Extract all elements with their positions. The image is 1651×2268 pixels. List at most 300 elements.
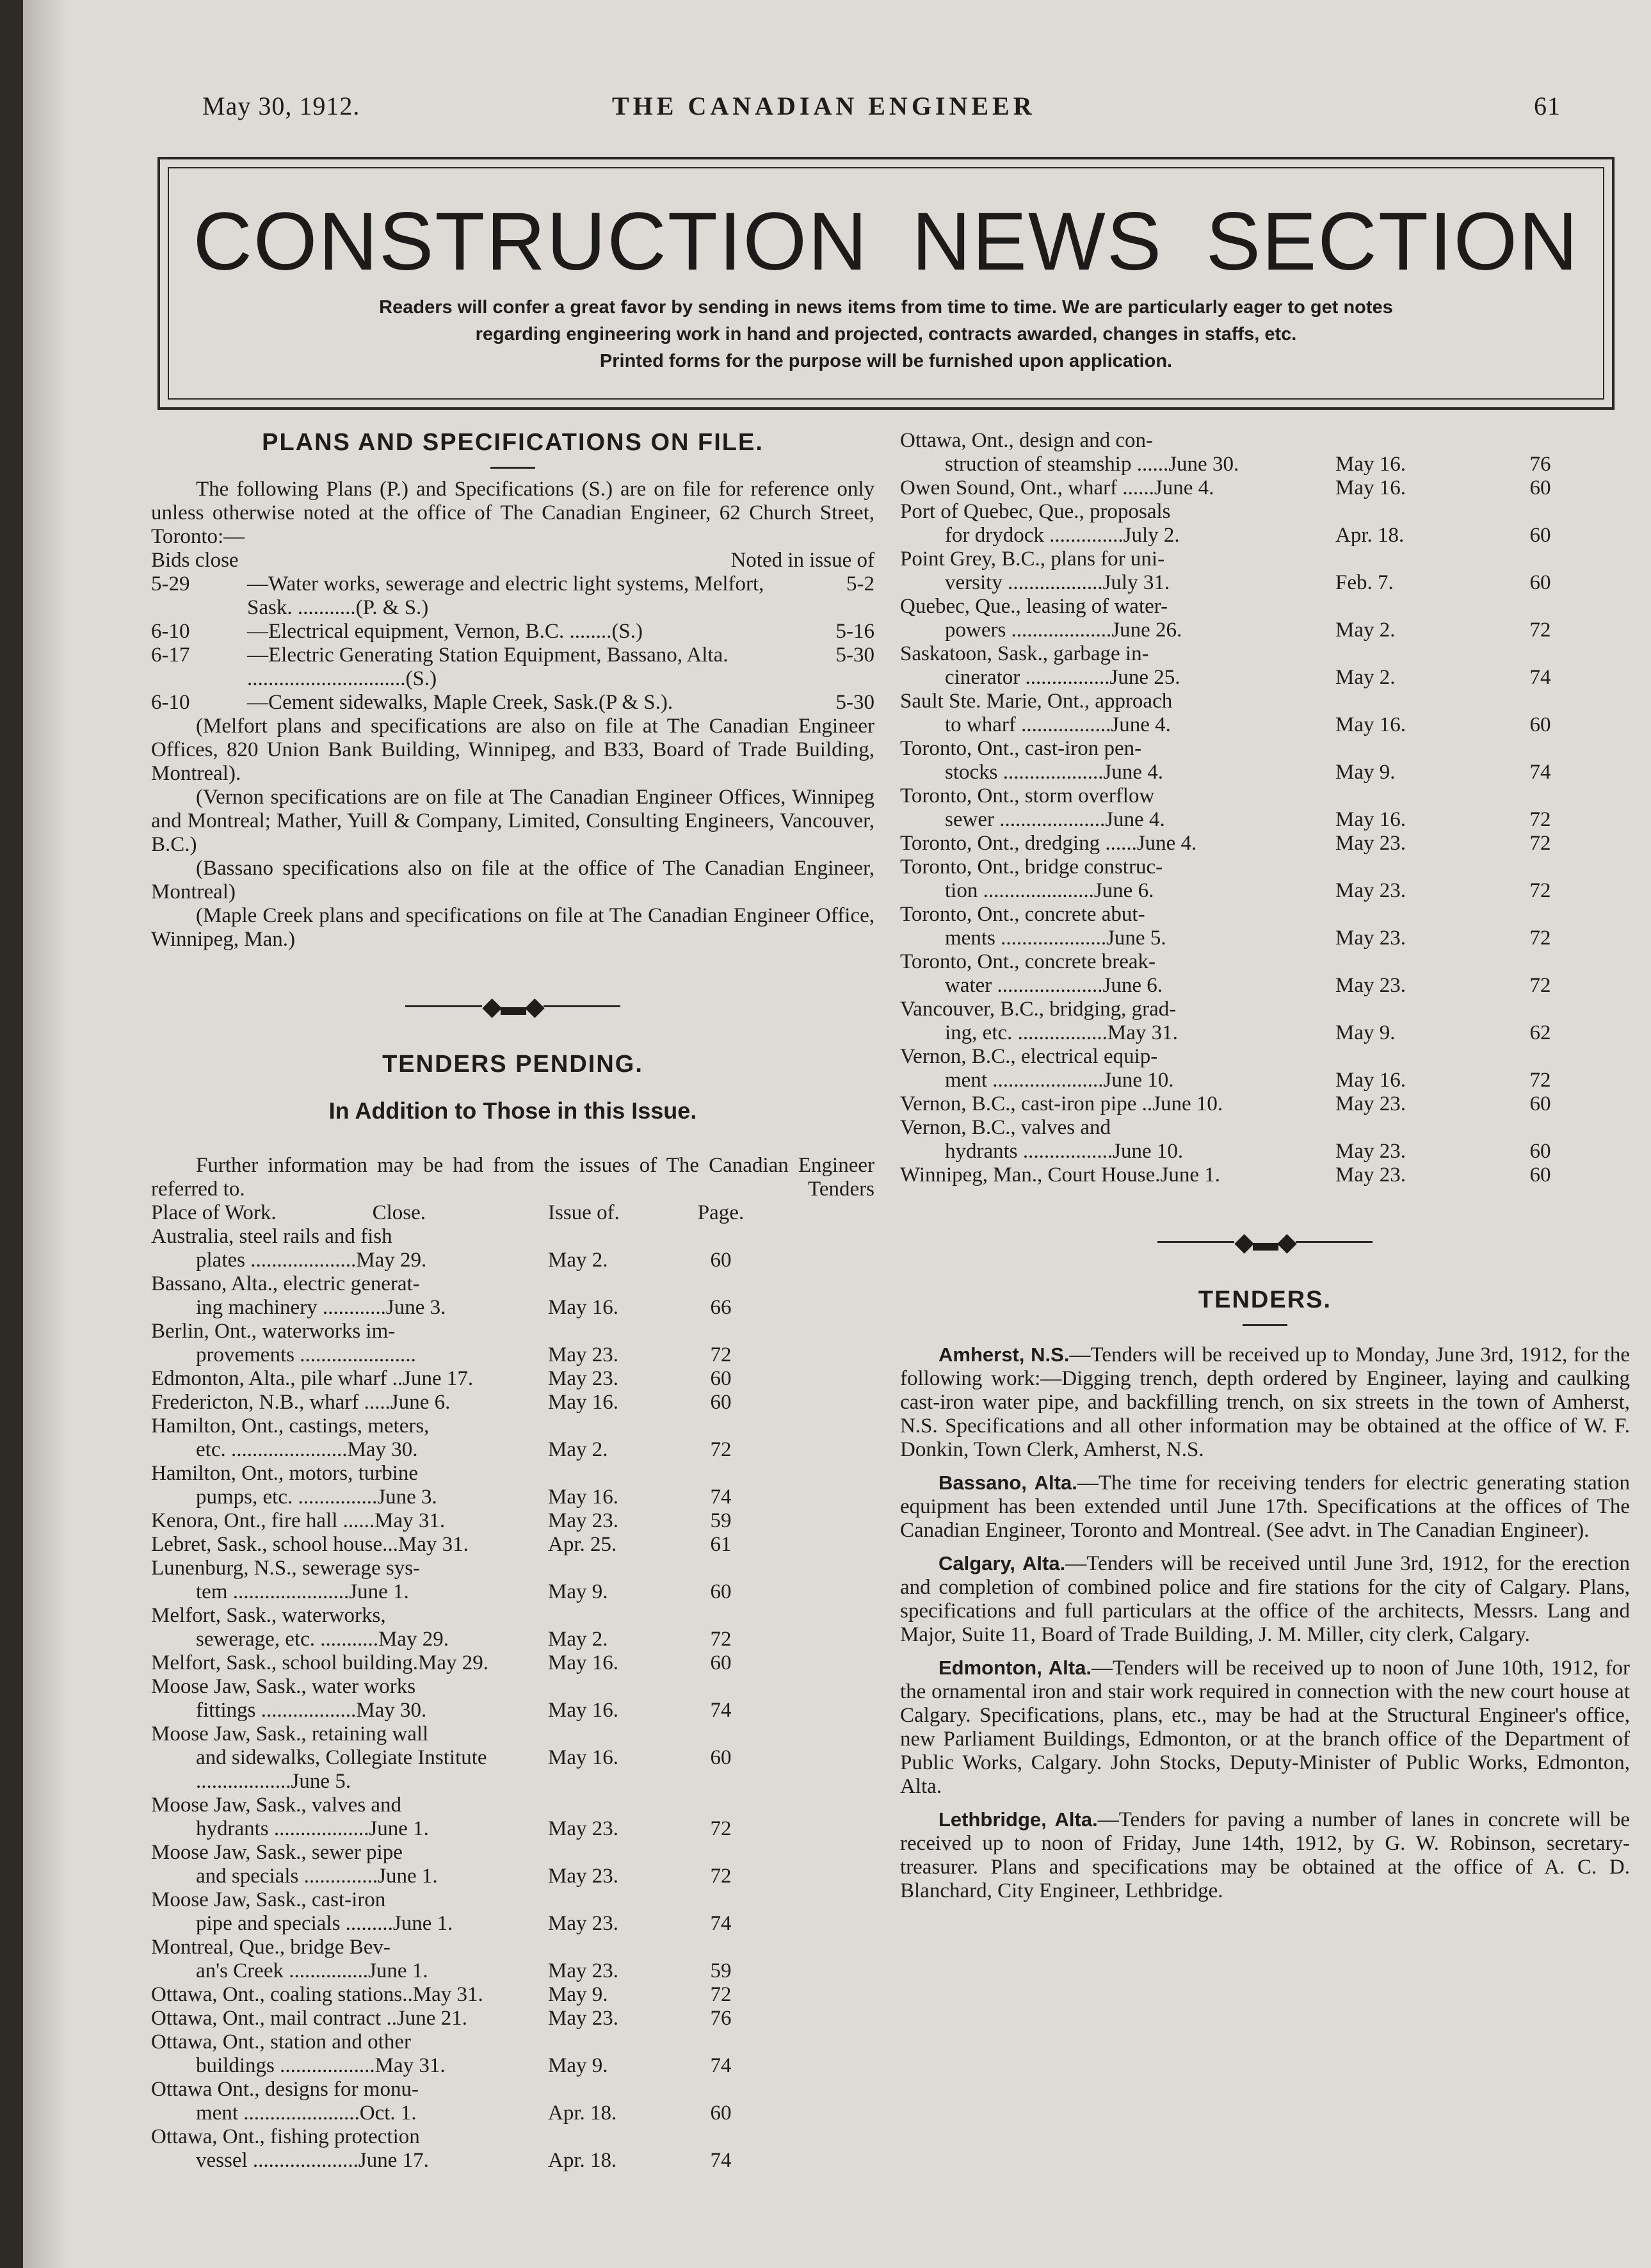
tenders-list: [900, 1343, 1630, 1903]
tender-notice-place: Calgary, Alta.: [938, 1552, 1066, 1575]
tender-place-continued: etc. ......................May 30.: [196, 1438, 418, 1462]
tender-page: 72: [1529, 974, 1551, 997]
tender-place: [900, 855, 1297, 903]
tender-page: 72: [1529, 879, 1551, 902]
banner-notice: [211, 294, 1561, 375]
plans-row: [151, 572, 874, 620]
tender-page: 60: [1529, 524, 1551, 547]
tender-pending-row: [151, 1391, 759, 1414]
left-column: [151, 429, 874, 2173]
tender-place: [151, 1722, 529, 1794]
tender-place: [900, 547, 1297, 595]
tenders-pending-heading: TENDERS PENDING.: [382, 1051, 643, 1078]
tender-place-continued: buildings ..................May 31.: [196, 2054, 446, 2078]
tender-page: 59: [710, 1959, 732, 1983]
tender-place-text: Toronto, Ont., concrete break-: [900, 950, 1156, 973]
journal-title: THE CANADIAN ENGINEER: [612, 92, 1036, 120]
tender-notice-place: Lethbridge, Alta.: [938, 1808, 1098, 1831]
plans-intro: The following Plans (P.) and Specifications (S.) are on file for reference only unless otherwise noted at the office of The Canadian Engineer, 62 Church Street, Toronto:—: [151, 478, 874, 548]
plans-issue: 5-30: [835, 644, 874, 667]
tender-place-text: Berlin, Ont., waterworks im-: [151, 1320, 396, 1343]
plans-note: (Bassano specifications also on file at the office of The Canadian Engineer, Montreal): [151, 857, 874, 903]
noted-in-issue-header: Noted in issue of: [730, 549, 874, 572]
plans-bid-date: 6-17: [151, 644, 190, 667]
tender-place-continued: tem ......................June 1.: [196, 1580, 409, 1604]
tender-page: 60: [710, 1651, 732, 1675]
tender-place: [900, 642, 1297, 690]
tenders-close-header-2: Close.: [372, 1201, 426, 1225]
place-of-work-header: Place of Work.: [151, 1201, 277, 1225]
tender-page: 72: [1529, 619, 1551, 642]
tender-place: [900, 429, 1297, 476]
tender-issue: May 16.: [1335, 453, 1406, 476]
tender-issue: May 23.: [548, 1367, 618, 1391]
tender-place-continued: cinerator ................June 25.: [945, 666, 1180, 689]
tender-place-text: Lebret, Sask., school house...May 31.: [151, 1533, 469, 1557]
tender-issue: Feb. 7.: [1335, 571, 1394, 594]
tender-issue: May 9.: [548, 1983, 608, 2007]
tender-page: 60: [1529, 1140, 1551, 1163]
tender-place-text: Moose Jaw, Sask., cast-iron: [151, 1888, 386, 1912]
tender-issue: May 23.: [548, 1817, 618, 1841]
plans-bid-date: 6-10: [151, 691, 190, 714]
tender-place-continued: sewer ....................June 4.: [945, 808, 1165, 831]
tender-place: [151, 1604, 529, 1651]
tender-notice: [900, 1551, 1630, 1647]
tender-place: [900, 476, 1297, 500]
tender-place-continued: ing, etc. .................May 31.: [945, 1021, 1178, 1044]
plans-row: [151, 691, 874, 715]
tender-place: [151, 1367, 529, 1391]
tender-pending-row: [151, 1604, 759, 1651]
section-banner: [157, 157, 1615, 410]
tender-issue: May 23.: [1335, 974, 1406, 997]
tender-page: 62: [1529, 1021, 1551, 1044]
tender-page: 76: [710, 2007, 732, 2030]
tender-pending-row: [151, 1320, 759, 1367]
right-column: [900, 429, 1630, 1912]
tender-place-continued: stocks ...................June 4.: [945, 761, 1163, 784]
tender-place-continued: for drydock ..............July 2.: [945, 524, 1180, 547]
tender-place: [151, 1414, 529, 1462]
tender-place: [900, 784, 1297, 832]
plans-issue: 5-16: [835, 620, 874, 643]
tender-place-text: Ottawa, Ont., design and con-: [900, 429, 1153, 452]
tender-place-text: Vernon, B.C., cast-iron pipe ..June 10.: [900, 1092, 1223, 1115]
tenders-pending-subheading: In Addition to Those in this Issue.: [328, 1098, 697, 1124]
plans-row: [151, 644, 874, 691]
tender-pending-row: [900, 500, 1585, 547]
tender-notice-text: —Tenders will be received until June 3rd, 1912, for the erection and completion of combined police and fire stations for the city of Calgary. Plans, specifications and full particulars at the office of the architects, Messrs. Lang and Major, Suite 11, Board of Trade Building, J. M. Miller, city clerk, Calgary.: [900, 1552, 1630, 1647]
tender-place-text: Hamilton, Ont., motors, turbine: [151, 1462, 419, 1486]
tender-place: [900, 737, 1297, 784]
tender-place-continued: and specials ..............June 1.: [196, 1865, 438, 1888]
tender-place: [151, 1841, 529, 1888]
tender-page: 72: [710, 1865, 732, 1888]
tender-issue: May 16.: [1335, 713, 1406, 736]
tender-notice-place: Bassano, Alta.: [938, 1471, 1077, 1494]
tender-page: 60: [1529, 476, 1551, 499]
tender-place: [151, 2030, 529, 2078]
tender-pending-row: [900, 547, 1585, 595]
plans-notes: [151, 715, 874, 952]
tender-place-text: Lunenburg, N.S., sewerage sys-: [151, 1557, 421, 1580]
tender-place-continued: provements ......................: [196, 1343, 416, 1367]
tender-place: [900, 1045, 1297, 1092]
tender-place-continued: tion .....................June 6.: [945, 879, 1154, 902]
tender-place: [151, 1462, 529, 1509]
tender-issue: May 23.: [1335, 1163, 1406, 1187]
tender-issue: May 23.: [1335, 927, 1406, 950]
banner-notice-line: Printed forms for the purpose will be furnished upon application.: [599, 351, 1173, 371]
tender-place-continued: vessel ....................June 17.: [196, 2149, 429, 2173]
tender-place-continued: to wharf .................June 4.: [945, 713, 1171, 736]
tender-place-text: Ottawa, Ont., station and other: [151, 2030, 411, 2054]
tender-place: [151, 2078, 529, 2125]
tender-pending-row: [900, 476, 1585, 500]
tender-page: 61: [710, 1533, 732, 1557]
tender-issue: May 16.: [548, 1651, 618, 1675]
tender-place-text: Ottawa, Ont., mail contract ..June 21.: [151, 2007, 467, 2030]
tender-issue: May 16.: [548, 1391, 618, 1414]
tender-place-text: Toronto, Ont., storm overflow: [900, 784, 1155, 807]
tender-place-text: Kenora, Ont., fire hall ......May 31.: [151, 1509, 446, 1533]
tender-pending-row: [900, 595, 1585, 642]
plans-description: —Electrical equipment, Vernon, B.C. ........(S.): [247, 620, 643, 643]
tender-issue: May 23.: [548, 1865, 618, 1888]
tender-place-text: Vancouver, B.C., bridging, grad-: [900, 998, 1177, 1021]
tender-place-continued: powers ...................June 26.: [945, 619, 1182, 642]
tender-issue: May 9.: [548, 2054, 608, 2078]
tender-pending-row: [151, 1841, 759, 1888]
plans-description: —Water works, sewerage and electric light systems, Melfort, Sask. ...........(P. & S.): [247, 572, 764, 619]
tender-place: [900, 998, 1297, 1045]
tender-issue: May 16.: [548, 1296, 618, 1320]
tender-page: 60: [710, 1367, 732, 1391]
tender-notice-text: —The time for receiving tenders for electric generating station equipment has been extended until June 17th. Specifications at the offices of The Canadian Engineer, Toronto and Montreal. (See advt. in The Canadian Engineer).: [900, 1471, 1630, 1543]
tender-place-text: Point Grey, B.C., plans for uni-: [900, 547, 1165, 571]
tender-place: [151, 2125, 529, 2173]
tender-notice-place: Edmonton, Alta.: [938, 1656, 1091, 1680]
tender-pending-row: [151, 2030, 759, 2078]
tender-place: [900, 1116, 1297, 1163]
banner-notice-line: regarding engineering work in hand and projected, contracts awarded, changes in staffs, etc.: [475, 324, 1297, 344]
tender-place-continued: hydrants ..................June 1.: [196, 1817, 429, 1841]
tender-notice: [900, 1471, 1630, 1543]
heading-rule: [490, 467, 535, 469]
section-title: CONSTRUCTION NEWS SECTION: [193, 196, 1579, 288]
tender-place: [900, 595, 1297, 642]
tender-place: [151, 2007, 529, 2030]
tender-pending-row: [900, 690, 1585, 737]
tender-place: [151, 1320, 529, 1367]
tender-place-continued: plates ....................May 29.: [196, 1249, 427, 1272]
tender-notice: [900, 1343, 1630, 1462]
tender-place-continued: an's Creek ...............June 1.: [196, 1959, 428, 1983]
plans-issue: 5-30: [835, 691, 874, 714]
tender-place-continued: hydrants .................June 10.: [945, 1140, 1184, 1163]
tender-pending-row: [151, 1651, 759, 1675]
tender-issue: May 23.: [548, 1912, 618, 1936]
tender-page: 60: [710, 1391, 732, 1414]
tender-place: [151, 1557, 529, 1604]
tender-pending-row: [900, 1116, 1585, 1163]
tender-place: [151, 1675, 529, 1722]
page-number: 61: [1534, 92, 1561, 120]
tender-place: [900, 903, 1297, 950]
tender-pending-row: [151, 1414, 759, 1462]
tender-pending-row: [900, 429, 1585, 476]
plans-note: (Maple Creek plans and specifications on file at The Canadian Engineer Office, Winnipeg, Man.): [151, 904, 874, 951]
tender-issue: Apr. 18.: [548, 2149, 617, 2173]
tender-pending-row: [900, 855, 1585, 903]
tender-pending-row: [151, 1794, 759, 1841]
tender-place-text: Toronto, Ont., dredging ......June 4.: [900, 832, 1197, 855]
tenders-pending-intro: [151, 1154, 874, 1201]
tender-place-text: Ottawa Ont., designs for monu-: [151, 2078, 419, 2102]
tender-place: [900, 1092, 1297, 1116]
tender-pending-row: [900, 642, 1585, 690]
tender-place: [151, 1225, 529, 1272]
tender-place-continued: ment ......................Oct. 1.: [196, 2102, 417, 2125]
tender-place: [900, 950, 1297, 998]
tender-place-continued: ing machinery ............June 3.: [196, 1296, 446, 1320]
tenders-pending-header-row: [151, 1201, 759, 1225]
heading-rule: [1243, 1324, 1287, 1326]
tender-issue: May 2.: [1335, 666, 1396, 689]
tender-issue: May 2.: [548, 1438, 608, 1462]
plans-note: (Vernon specifications are on file at The Canadian Engineer Offices, Winnipeg and Montreal; Mather, Yuill & Company, Limited, Consulting Engineers, Vancouver, B.C.): [151, 786, 874, 856]
plans-column-headers: [151, 549, 874, 572]
tender-page: 60: [710, 1580, 732, 1604]
plans-note: (Melfort plans and specifications are also on file at The Canadian Engineer Offices, 820 Union Bank Building, Winnipeg, and B33, Board of Trade Building, Montreal).: [151, 715, 874, 785]
tender-page: 60: [1529, 713, 1551, 736]
tender-pending-row: [151, 1722, 759, 1794]
tender-issue: May 23.: [548, 1959, 618, 1983]
tender-page: 72: [710, 1983, 732, 2007]
tender-place: [151, 1936, 529, 1983]
tender-notice: [900, 1808, 1630, 1903]
plans-bid-date: 5-29: [151, 572, 190, 595]
tender-place-text: Fredericton, N.B., wharf .....June 6.: [151, 1391, 451, 1414]
tender-pending-row: [151, 1462, 759, 1509]
section-ornament: ◆▬◆: [151, 989, 874, 1021]
tender-place: [900, 500, 1297, 547]
tender-page: 59: [710, 1509, 732, 1533]
tender-page: 60: [710, 2102, 732, 2125]
tender-place: [151, 1651, 529, 1675]
tender-pending-row: [151, 1509, 759, 1533]
tender-place-text: Toronto, Ont., bridge construc-: [900, 855, 1163, 879]
tender-issue: May 23.: [1335, 1140, 1406, 1163]
plans-issue: 5-2: [846, 572, 874, 595]
tender-issue: May 16.: [1335, 808, 1406, 831]
tender-place-text: Hamilton, Ont., castings, meters,: [151, 1414, 430, 1438]
tender-issue: Apr. 18.: [548, 2102, 617, 2125]
tender-pending-row: [900, 903, 1585, 950]
tender-place: [900, 1163, 1297, 1187]
page: [23, 0, 1651, 2268]
tender-page: 72: [1529, 808, 1551, 831]
tender-place: [151, 1983, 529, 2007]
tender-place-text: Ottawa, Ont., coaling stations..May 31.: [151, 1983, 483, 2007]
tender-place-text: Australia, steel rails and fish: [151, 1225, 392, 1249]
tender-place-continued: pumps, etc. ...............June 3.: [196, 1486, 437, 1509]
tenders-pending-table: [151, 1201, 759, 2173]
tender-pending-row: [151, 1983, 759, 2007]
tender-page: 72: [710, 1628, 732, 1651]
tender-pending-row: [151, 2125, 759, 2173]
tender-place-text: Montreal, Que., bridge Bev-: [151, 1936, 391, 1959]
plans-bid-date: 6-10: [151, 620, 190, 643]
tender-place: [900, 832, 1297, 855]
issue-of-header: Issue of.: [548, 1201, 620, 1225]
tenders-heading: TENDERS.: [1198, 1286, 1332, 1314]
tender-pending-row: [151, 1225, 759, 1272]
tender-place-text: Toronto, Ont., concrete abut-: [900, 903, 1145, 926]
plans-row: [151, 620, 874, 644]
tender-issue: May 16.: [548, 1699, 618, 1722]
plans-heading: PLANS AND SPECIFICATIONS ON FILE.: [262, 429, 764, 456]
tender-issue: May 23.: [548, 2007, 618, 2030]
tender-page: 60: [1529, 1163, 1551, 1187]
plans-description: —Cement sidewalks, Maple Creek, Sask.(P & S.).: [247, 691, 673, 714]
tender-place-text: Edmonton, Alta., pile wharf ..June 17.: [151, 1367, 474, 1391]
tender-pending-row: [151, 1367, 759, 1391]
tender-issue: May 16.: [1335, 476, 1406, 499]
tender-page: 66: [710, 1296, 732, 1320]
tender-pending-row: [151, 1675, 759, 1722]
tender-place-continued: fittings ..................May 30.: [196, 1699, 427, 1722]
tender-pending-row: [900, 737, 1585, 784]
tender-notice-text: —Tenders for paving a number of lanes in concrete will be received up to noon of Friday, June 14th, 1912, by G. W. Robinson, secretary-treasurer. Plans and specifications may be obtained at the office of A. C. D. Blanchard, City Engineer, Lethbridge.: [900, 1808, 1630, 1903]
tender-place-text: Owen Sound, Ont., wharf ......June 4.: [900, 476, 1214, 499]
tender-place-text: Melfort, Sask., waterworks,: [151, 1604, 386, 1628]
tender-place-text: Saskatoon, Sask., garbage in-: [900, 642, 1149, 665]
tender-place-continued: ment .....................June 10.: [945, 1069, 1174, 1092]
tender-place-continued: water ....................June 6.: [945, 974, 1163, 997]
tender-pending-row: [900, 1045, 1585, 1092]
tender-page: 60: [710, 1746, 732, 1770]
tender-issue: May 16.: [548, 1486, 618, 1509]
tender-place-text: Melfort, Sask., school building.May 29.: [151, 1651, 489, 1675]
plans-table: [151, 572, 874, 715]
section-ornament: ◆▬◆: [900, 1224, 1630, 1257]
tender-pending-row: [151, 2007, 759, 2030]
tender-pending-row: [900, 832, 1585, 855]
tender-place: [151, 1272, 529, 1320]
tender-issue: May 2.: [1335, 619, 1396, 642]
tender-issue: May 23.: [1335, 832, 1406, 855]
tender-page: 74: [710, 1699, 732, 1722]
tender-place-text: Winnipeg, Man., Court House.June 1.: [900, 1163, 1221, 1187]
tender-place-text: Moose Jaw, Sask., retaining wall: [151, 1722, 429, 1746]
tender-issue: Apr. 18.: [1335, 524, 1405, 547]
banner-notice-line: Readers will confer a great favor by sending in news items from time to time. We are particularly eager to get notes: [379, 297, 1393, 318]
tender-issue: May 9.: [1335, 761, 1396, 784]
tender-place-text: Quebec, Que., leasing of water-: [900, 595, 1168, 618]
tender-issue: May 9.: [1335, 1021, 1396, 1044]
tender-page: 72: [1529, 927, 1551, 950]
tender-issue: May 2.: [548, 1249, 608, 1272]
tender-pending-row: [151, 1888, 759, 1936]
tender-issue: Apr. 25.: [548, 1533, 617, 1557]
issue-date: May 30, 1912.: [202, 92, 360, 120]
tender-pending-row: [900, 1092, 1585, 1116]
tender-issue: May 16.: [548, 1746, 618, 1770]
tender-issue: May 23.: [548, 1509, 618, 1533]
tender-pending-row: [900, 784, 1585, 832]
tender-place: [900, 690, 1297, 737]
tender-place-continued: sewerage, etc. ...........May 29.: [196, 1628, 449, 1651]
tender-page: 74: [710, 2149, 732, 2173]
tender-page: 72: [710, 1438, 732, 1462]
page-header: Page.: [697, 1201, 745, 1225]
tender-page: 76: [1529, 453, 1551, 476]
tender-page: 74: [1529, 666, 1551, 689]
tender-place: [151, 1509, 529, 1533]
tender-place-text: Vernon, B.C., valves and: [900, 1116, 1111, 1139]
tender-place-continued: pipe and specials .........June 1.: [196, 1912, 453, 1936]
tender-place-text: Port of Quebec, Que., proposals: [900, 500, 1171, 523]
tender-page: 72: [1529, 832, 1551, 855]
tender-page: 60: [1529, 1092, 1551, 1115]
tender-place-text: Moose Jaw, Sask., water works: [151, 1675, 416, 1699]
tender-page: 74: [710, 1486, 732, 1509]
tender-place-text: Moose Jaw, Sask., sewer pipe: [151, 1841, 403, 1865]
tenders-close-header-1: Tenders: [808, 1178, 874, 1201]
tender-page: 72: [710, 1817, 732, 1841]
tender-issue: May 23.: [1335, 1092, 1406, 1115]
tender-pending-row: [151, 1272, 759, 1320]
tender-place: [151, 1391, 529, 1414]
binding-gutter: [23, 0, 68, 2268]
tender-issue: May 23.: [548, 1343, 618, 1367]
tender-place-text: Sault Ste. Marie, Ont., approach: [900, 690, 1173, 713]
tender-place-continued: ments ....................June 5.: [945, 927, 1166, 950]
tender-place: [151, 1888, 529, 1936]
tender-page: 74: [710, 1912, 732, 1936]
tender-pending-row: [151, 1557, 759, 1604]
tender-pending-row: [151, 1533, 759, 1557]
tender-page: 72: [1529, 1069, 1551, 1092]
tender-notice-place: Amherst, N.S.: [938, 1343, 1070, 1366]
tender-page: 74: [710, 2054, 732, 2078]
tender-notice-text: —Tenders will be received up to noon of June 10th, 1912, for the ornamental iron and stair work required in connection with the new court house at Calgary. Specifications, plans, etc., may be had at the Structural Engineer's office, new Parliament Buildings, Edmonton, or at the branch office of the Department of Public Works, Calgary. John Stocks, Deputy-Minister of Public Works, Edmonton, Alta.: [900, 1656, 1630, 1799]
tender-page: 72: [710, 1343, 732, 1367]
tender-page: 60: [1529, 571, 1551, 594]
tender-place-text: Moose Jaw, Sask., valves and: [151, 1794, 402, 1817]
tender-place: [151, 1794, 529, 1841]
plans-description: —Electric Generating Station Equipment, Bassano, Alta. ..............................(S.): [247, 644, 729, 690]
tender-pending-row: [900, 1163, 1585, 1187]
tender-place-text: Bassano, Alta., electric generat-: [151, 1272, 420, 1296]
tender-place-continued: and sidewalks, Collegiate Institute ..................June 5.: [196, 1746, 487, 1794]
tenders-pending-intro-text: Further information may be had from the issues of The Canadian Engineer referred to.: [151, 1154, 874, 1201]
tender-issue: May 23.: [1335, 879, 1406, 902]
tender-pending-row: [151, 1936, 759, 1983]
tender-pending-row: [900, 998, 1585, 1045]
tender-place-text: Ottawa, Ont., fishing protection: [151, 2125, 420, 2149]
tender-page: 60: [710, 1249, 732, 1272]
tender-pending-row: [151, 2078, 759, 2125]
tender-place-text: Toronto, Ont., cast-iron pen-: [900, 737, 1142, 760]
tender-place: [151, 1533, 529, 1557]
tender-place-continued: struction of steamship ......June 30.: [945, 453, 1239, 476]
bids-close-header: Bids close: [151, 549, 239, 572]
tender-issue: May 2.: [548, 1628, 608, 1651]
tender-place-text: Vernon, B.C., electrical equip-: [900, 1045, 1158, 1068]
